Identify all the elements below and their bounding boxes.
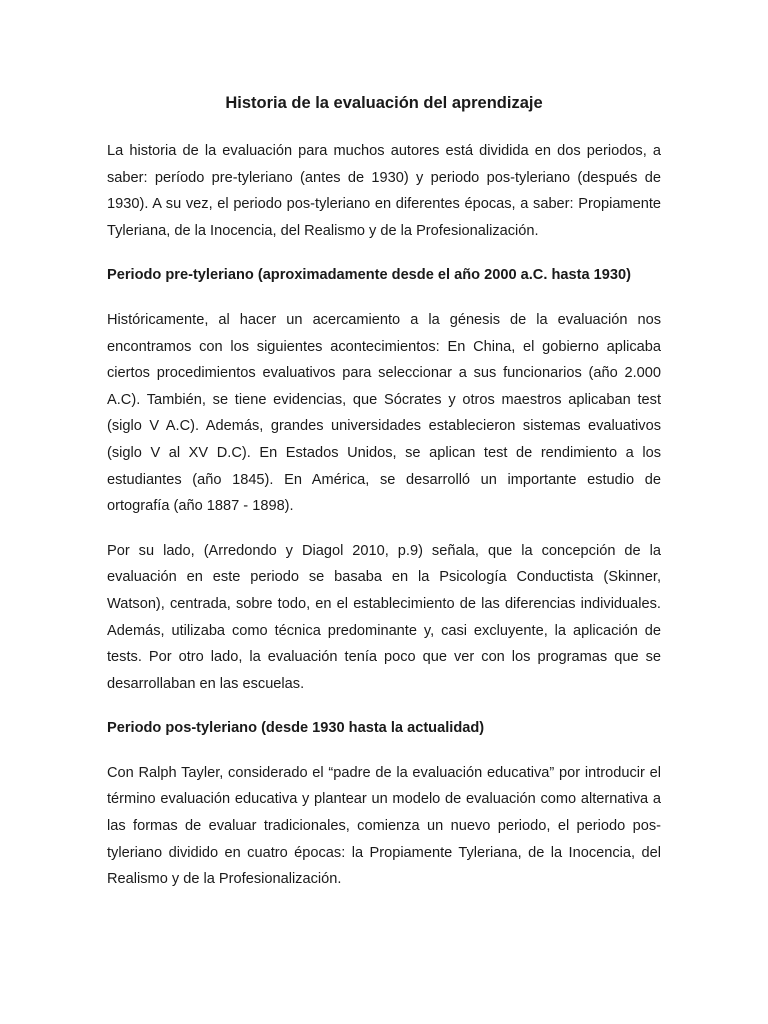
intro-paragraph: La historia de la evaluación para muchos autores está dividida en dos periodos, a saber: período pre-tyleriano (antes de 1930) y periodo pos-tyleriano (después de 1930). A su vez, el periodo pos-tyleriano en diferentes épocas, a saber: Propiamente Tyleriana, de la Inocencia, del Realismo y de la Profesionalización. [107,143,661,239]
section-heading-pre-tyleriano: Periodo pre-tyleriano (aproximadamente desde el año 2000 a.C. hasta 1930) [107,267,631,284]
paragraph-historicamente: Históricamente, al hacer un acercamiento a la génesis de la evaluación nos encontramos con los siguientes acontecimientos: En China, el gobierno aplicaba ciertos procedimientos evaluativos para seleccionar a sus funcionarios (año 2.000 A.C). También, se tiene evidencias, que Sócrates y otros maestros aplicaban test (siglo V A.C). Además, grandes universidades establecieron sistemas evaluativos (siglo V al XV D.C). En Estados Unidos, se aplican test de rendimiento a los estudiantes (año 1845). En América, se desarrolló un importante estudio de ortografía (año 1887 - 1898). [107,311,661,515]
paragraph-por-su-lado: Por su lado, (Arredondo y Diagol 2010, p.9) señala, que la concepción de la evaluación en este periodo se basaba en la Psicología Conductista (Skinner, Watson), centrada, sobre todo, en el establecimiento de las diferencias individuales. Además, utilizaba como técnica predominante y, casi excluyente, la aplicación de tests. Por otro lado, la evaluación tenía poco que ver con los programas que se desarrollaban en las escuelas. [107,542,661,692]
paragraph-ralph-tayler: Con Ralph Tayler, considerado el “padre de la evaluación educativa” por introducir el término evaluación educativa y plantear un modelo de evaluación como alternativa a las formas de evaluar tradicionales, comienza un nuevo periodo, el periodo pos-tyleriano dividido en cuatro épocas: la Propiamente Tyleriana, de la Inocencia, del Realismo y de la Profesionalización. [107,764,661,888]
document-title: Historia de la evaluación del aprendizaje [225,94,543,112]
section-heading-pos-tyleriano: Periodo pos-tyleriano (desde 1930 hasta la actualidad) [107,720,485,737]
